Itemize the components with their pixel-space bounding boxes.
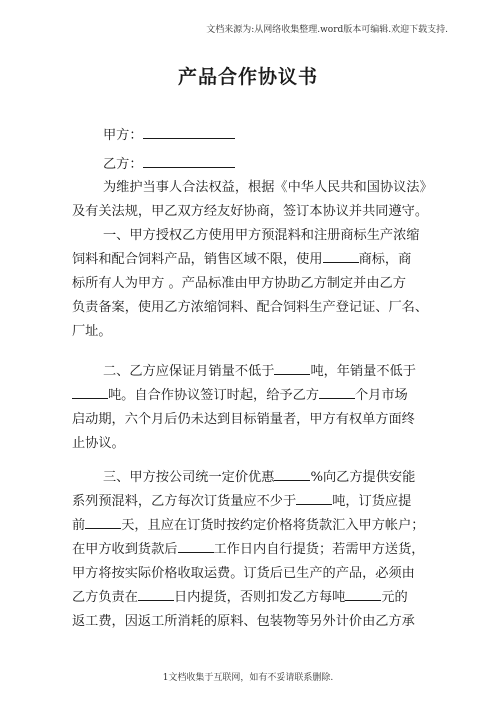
text-segment: 系列预混料，乙方每次订货量应不少于 — [72, 494, 297, 509]
text-segment: 二、乙方应保证月销量不低于 — [103, 364, 275, 379]
text-line — [72, 360, 436, 384]
party-b-line — [103, 153, 235, 172]
text-segment: %向乙方提供安能 — [310, 470, 416, 485]
text-line: 返工费，因返工所消耗的原料、包装物等另外计价由乙方承 — [72, 614, 415, 629]
text-segment: 饲料和配合饲料产品，销售区域不限，使用 — [72, 252, 323, 267]
text-segment: 商标，商 — [358, 252, 412, 267]
text-line: 启动期，六个月后仍未达到目标销量者，甲方有权单方面终 — [72, 412, 415, 427]
text-segment: 吨，年销量不低于 — [310, 364, 416, 379]
text-segment: 个月市场 — [355, 388, 408, 403]
text-line — [72, 514, 436, 538]
text-segment: 三、甲方按公司统一定价优惠 — [103, 470, 275, 485]
order-days-blank — [85, 516, 121, 529]
document-title: 产品合作协议书 — [177, 66, 318, 88]
text-line — [72, 248, 436, 272]
text-line — [72, 538, 436, 562]
discount-blank — [274, 468, 310, 481]
text-line — [72, 384, 436, 408]
text-line: 止协议。 — [72, 436, 125, 451]
collection-days-blank — [138, 588, 174, 601]
party-a-line — [103, 124, 235, 143]
text-line — [72, 466, 436, 490]
text-line: 及有关法规，甲乙双方经友好协商，签订本协议并共同遵守。 — [72, 204, 429, 219]
text-line: 负责备案，使用乙方浓缩饲料、配合饲料生产登记证、厂名、 — [72, 300, 429, 315]
annual-volume-blank — [72, 386, 108, 399]
party-b-label: 乙方： — [103, 157, 143, 172]
text-line — [72, 586, 436, 610]
startup-months-blank — [319, 386, 355, 399]
text-segment: 吨，订货应提 — [332, 494, 412, 509]
party-a-blank — [143, 126, 235, 139]
text-segment: 乙方负责在 — [72, 590, 138, 605]
pickup-days-blank — [178, 540, 214, 553]
paragraph-clause-3 — [72, 466, 436, 634]
text-segment: 元的 — [381, 590, 408, 605]
text-line: 标所有人为甲方 。产品标准由甲方协助乙方制定并由乙方 — [72, 276, 406, 291]
paragraph-clause-2 — [72, 360, 436, 456]
text-segment: 前 — [72, 518, 86, 533]
text-line: 甲方将按实际价格收取运费。订货后已生产的产品，必须由 — [72, 566, 415, 581]
text-segment: 吨。自合作协议签订时起，给予乙方 — [108, 388, 319, 403]
footer-note: 1文档收集于互联网，如有不妥请联系删除. — [162, 673, 334, 683]
paragraph-preamble — [72, 176, 436, 224]
text-segment: 在甲方收到货款后 — [72, 542, 178, 557]
party-a-label: 甲方： — [103, 128, 143, 143]
header-note: 文档来源为:从网络收集整理.word版本可编辑.欢迎下载支持. — [206, 25, 448, 35]
text-segment: 日内提货，否则扣发乙方每吨 — [173, 590, 346, 605]
text-line: 厂址。 — [72, 324, 112, 339]
trademark-blank — [323, 250, 359, 263]
paragraph-clause-1 — [72, 224, 436, 344]
text-line: 为维护当事人合法权益，根据《中华人民共和国协议法》 — [103, 180, 433, 195]
text-line: 一、甲方授权乙方使用甲方预混料和注册商标生产浓缩 — [103, 228, 420, 243]
text-segment: 工作日内自行提货；若需甲方送货， — [213, 542, 425, 557]
order-quantity-blank — [296, 492, 332, 505]
text-line — [72, 490, 436, 514]
monthly-volume-blank — [274, 362, 310, 375]
party-b-blank — [143, 155, 235, 168]
rework-fee-blank — [345, 588, 381, 601]
text-segment: 天，且应在订货时按约定价格将货款汇入甲方帐户； — [121, 518, 425, 533]
